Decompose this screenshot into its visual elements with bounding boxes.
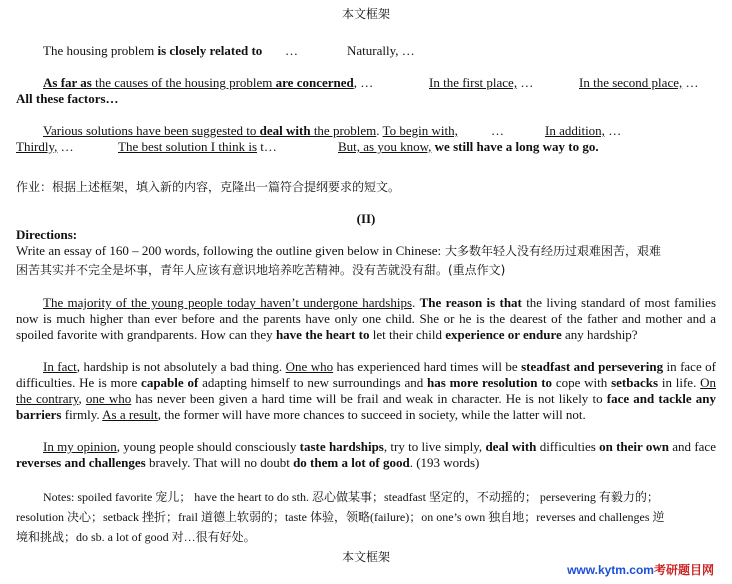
page-heading-top: 本文框架 — [341, 7, 390, 21]
site-watermark — [567, 562, 714, 578]
notes-line-2: resolution 决心；setback 挫折；frail 道德上软弱的；taste 体验，领略(failure)；on one’s own 独自地；reverses and challenges 逆 — [16, 510, 665, 524]
framework-naturally: Naturally, … — [347, 43, 415, 58]
framework-line-1: The housing problem is closely related to — [43, 43, 263, 58]
framework-thirdly: Thirdly, … — [16, 139, 74, 154]
framework-ellipsis-4: … — [491, 123, 504, 138]
directions-line-1: Write an essay of 160 – 200 words, following the outline given below in Chinese: 大多数年轻人没有经历过艰难困苦，艰难 — [16, 243, 661, 258]
framework-ellipsis-1: … — [285, 43, 298, 58]
framework-all-factors: All these factors… — [16, 91, 119, 106]
essay-paragraph-2: In fact, hardship is not absolutely a bad thing. One who has experienced hard times will be steadfast and persevering in face of difficulties. He is more capable of adapting himself to new surroundings and has more resolution to cope with setbacks in life. On the contrary, one who has never been given a hard time will be frail and weak in character. He is not likely to face and tackle any barriers firmly. As a result, the former will have more chances to succeed in society, while the latter will not. — [16, 359, 717, 422]
part-label: (II) — [356, 211, 376, 226]
essay-paragraph-1: The majority of the young people today haven’t undergone hardships. The reason is that the living standard of most families now is much higher than ever before and the parents have only one child. She or he is the dearest of the father and mother and a spoiled favorite with grandparents. How can they have the heart to let their child experience or endure any hardship? — [16, 295, 716, 342]
notes-line-1: Notes: spoiled favorite 宠儿； have the heart to do sth. 忍心做某事；steadfast 坚定的，不动摇的； persevering 有毅力的； — [43, 490, 659, 504]
assignment-text: 作业：根据上述框架，填入新的内容，克隆出一篇符合提纲要求的短文。 — [16, 180, 401, 194]
framework-first-place: In the first place, … — [429, 75, 534, 90]
directions-line-2: 困苦其实并不完全是坏事，青年人应该有意识地培养吃苦精神。没有苦就没有甜。(重点作文) — [16, 263, 506, 277]
framework-second-place: In the second place, … — [579, 75, 699, 90]
notes-line-3: 境和挑战；do sb. a lot of good 对…很有好处。 — [16, 530, 256, 544]
framework-best-solution: The best solution I think is t… — [118, 139, 277, 154]
watermark-url: www.kytm.com — [567, 563, 654, 577]
essay-paragraph-3: In my opinion, young people should consciously taste hardships, try to live simply, deal with difficulties on their own and face reverses and challenges bravely. That will no doubt do them a lot of good. (193 words) — [16, 439, 716, 470]
framework-long-way: But, as you know, we still have a long way to go. — [338, 139, 599, 154]
directions-label: Directions: — [16, 227, 78, 242]
watermark-name: 考研题目网 — [653, 563, 714, 577]
framework-line-2: As far as the causes of the housing problem are concerned, … — [43, 75, 374, 90]
framework-line-4: Various solutions have been suggested to deal with the problem. To begin with, — [43, 123, 458, 138]
framework-in-addition: In addition, … — [545, 123, 622, 138]
page-heading-bottom: 本文框架 — [341, 550, 390, 564]
